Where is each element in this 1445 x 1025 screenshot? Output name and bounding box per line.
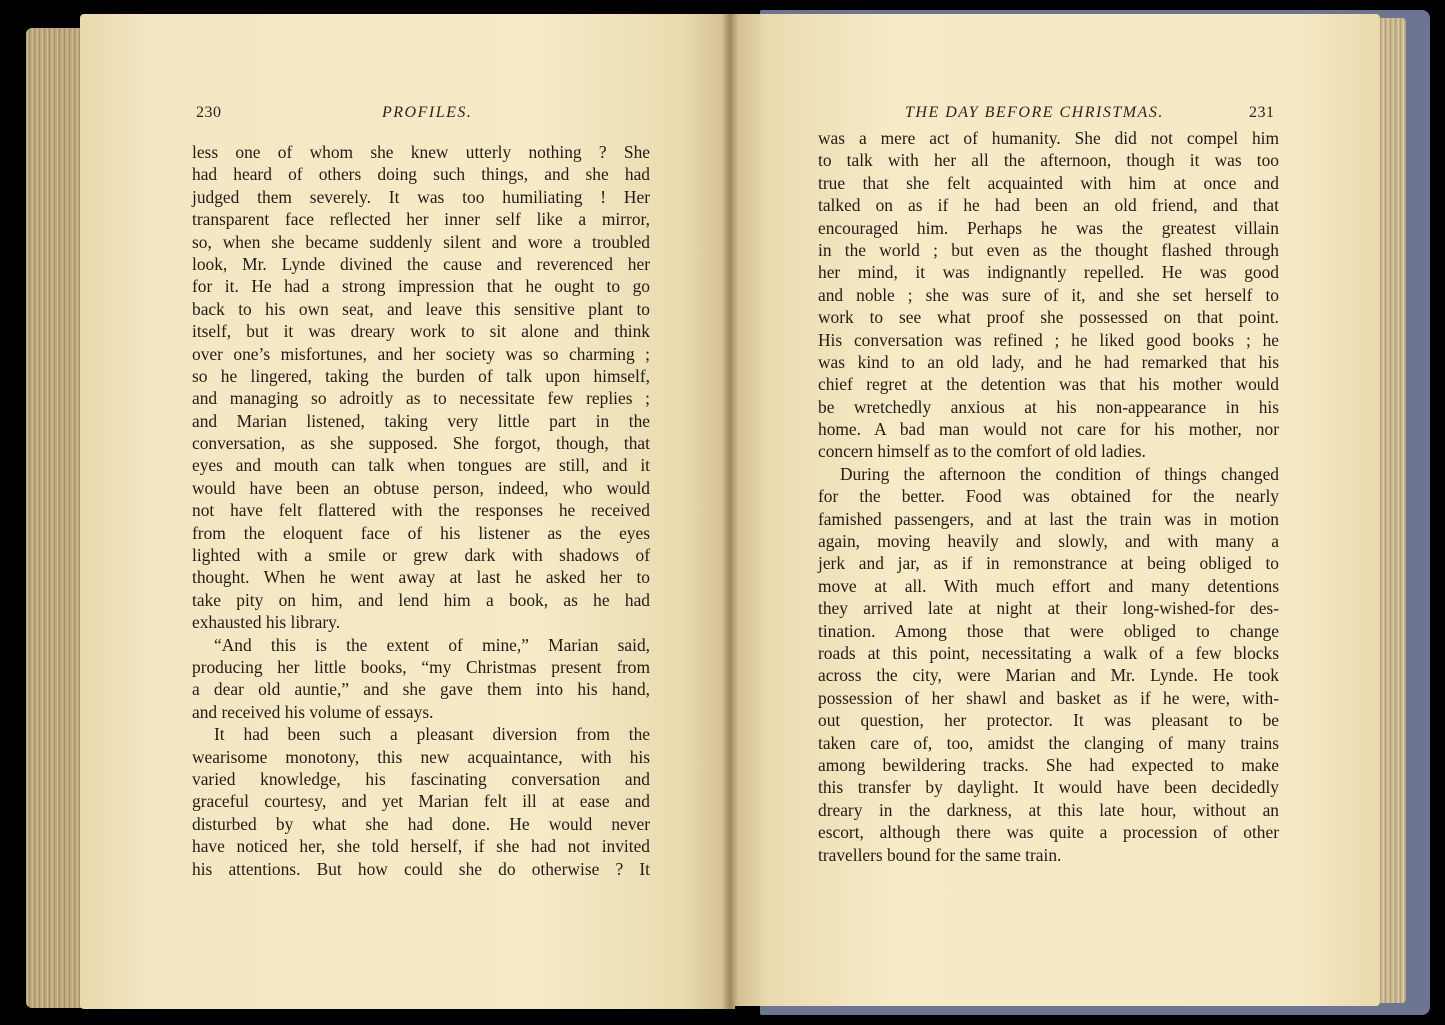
left-running-head: PROFILES. <box>382 104 473 121</box>
text-line: a dear old auntie,” and she gave them into his hand, <box>192 679 650 700</box>
text-line: had heard of others doing such things, and she had <box>192 164 650 185</box>
text-line: look, Mr. Lynde divined the cause and reverenced her <box>192 253 650 274</box>
text-line: back to his own seat, and leave this sensitive plant to <box>192 298 650 319</box>
text-line: varied knowledge, his fascinating conversation and <box>192 768 650 789</box>
book-gutter <box>722 14 738 1009</box>
text-line: for the better. Food was obtained for the nearly <box>818 486 1279 507</box>
text-line: roads at this point, necessitating a walk of a few blocks <box>818 642 1279 663</box>
text-line: was kind to an old lady, and he had remarked that his <box>818 351 1279 372</box>
text-line: transparent face reflected her inner self like a mirror, <box>192 209 650 230</box>
text-line: to talk with her all the afternoon, though it was too <box>818 150 1279 171</box>
text-line: His conversation was refined ; he liked good books ; he <box>818 329 1279 350</box>
text-line: jerk and jar, as if in remonstrance at being obliged to <box>818 553 1279 574</box>
text-line: dreary in the darkness, at this late hour, without an <box>818 799 1279 820</box>
text-line: among bewildering tracks. She had expected to make <box>818 754 1279 775</box>
text-line: work to see what proof she possessed on that point. <box>818 307 1279 328</box>
text-line: famished passengers, and at last the train was in motion <box>818 508 1279 529</box>
left-page-number: 230 <box>196 104 222 121</box>
text-line: would have been an obtuse person, indeed, who would <box>192 477 650 498</box>
text-line: was a mere act of humanity. She did not compel him <box>818 128 1279 148</box>
text-line: exhausted his library. <box>192 612 341 633</box>
text-line: encouraged him. Perhaps he was the greatest villain <box>818 217 1279 238</box>
right-page-text <box>818 127 1279 866</box>
right-page-number: 231 <box>1249 104 1275 121</box>
text-line: move at all. With much effort and many detentions <box>818 575 1279 596</box>
text-line: conversation, as she supposed. She forgot, though, that <box>192 433 650 454</box>
text-line: home. A bad man would not care for his mother, nor <box>818 419 1279 440</box>
text-line: escort, although there was quite a procession of other <box>818 822 1279 843</box>
text-line: not have felt flattered with the responses he received <box>192 500 650 521</box>
right-running-head: THE DAY BEFORE CHRISTMAS. <box>905 104 1164 121</box>
text-line: graceful courtesy, and yet Marian felt ill at ease and <box>192 791 650 812</box>
text-line: wearisome monotony, this new acquaintance, with his <box>192 746 650 767</box>
text-line: itself, but it was dreary work to sit alone and think <box>192 321 650 342</box>
left-page-text <box>192 141 650 880</box>
text-line: judged them severely. It was too humiliating ! Her <box>192 186 650 207</box>
text-line: from the eloquent face of his listener as the eyes <box>192 522 650 543</box>
text-line: again, moving heavily and slowly, and with many a <box>818 531 1279 552</box>
text-line: taken care of, too, amidst the clanging of many trains <box>818 732 1279 753</box>
text-line: this transfer by daylight. It would have been decidedly <box>818 777 1279 798</box>
text-line: over one’s misfortunes, and her society was so charming ; <box>192 343 650 364</box>
text-line: take pity on him, and lend him a book, as he had <box>192 589 650 610</box>
text-line: less one of whom she knew utterly nothing ? She <box>192 142 650 162</box>
text-line: possession of her shawl and basket as if he were, with- <box>818 687 1279 708</box>
text-line: for it. He had a strong impression that he ought to go <box>192 276 650 297</box>
text-line: be wretchedly anxious at his non-appearance in his <box>818 396 1279 417</box>
text-line: It had been such a pleasant diversion from the <box>214 724 650 745</box>
text-line: chief regret at the detention was that his mother would <box>818 374 1279 395</box>
text-line: in the world ; but even as the thought flashed through <box>818 239 1279 260</box>
text-line: and managing so adroitly as to necessitate few replies ; <box>192 388 650 409</box>
text-line: her mind, it was indignantly repelled. He was good <box>818 262 1279 283</box>
text-line: concern himself as to the comfort of old ladies. <box>818 441 1146 462</box>
text-line: true that she felt acquainted with him at once and <box>818 172 1279 193</box>
text-line: and received his volume of essays. <box>192 701 434 722</box>
text-line: talked on as if he had been an old friend, and that <box>818 195 1279 216</box>
text-line: “And this is the extent of mine,” Marian said, <box>214 634 650 655</box>
text-line: disturbed by what she had done. He would never <box>192 813 650 834</box>
text-line: lighted with a smile or grew dark with shadows of <box>192 545 650 566</box>
text-line: eyes and mouth can talk when tongues are still, and it <box>192 455 650 476</box>
text-line: so he lingered, taking the burden of talk upon himself, <box>192 365 650 386</box>
text-line: and Marian listened, taking very little part in the <box>192 410 650 431</box>
text-line: producing her little books, “my Christmas present from <box>192 656 650 677</box>
text-line: travellers bound for the same train. <box>818 844 1062 865</box>
text-line: have noticed her, she told herself, if she had not invited <box>192 836 650 857</box>
text-line: tination. Among those that were obliged to change <box>818 620 1279 641</box>
text-line: During the afternoon the condition of things changed <box>840 463 1279 484</box>
text-line: they arrived late at night at their long-wished-for des- <box>818 598 1279 619</box>
text-line: across the city, were Marian and Mr. Lynde. He took <box>818 665 1279 686</box>
text-line: and noble ; she was sure of it, and she set herself to <box>818 284 1279 305</box>
text-line: so, when she became suddenly silent and wore a troubled <box>192 231 650 252</box>
text-line: his attentions. But how could she do otherwise ? It <box>192 858 650 879</box>
text-line: thought. When he went away at last he asked her to <box>192 567 650 588</box>
text-line: out question, her protector. It was pleasant to be <box>818 710 1279 731</box>
